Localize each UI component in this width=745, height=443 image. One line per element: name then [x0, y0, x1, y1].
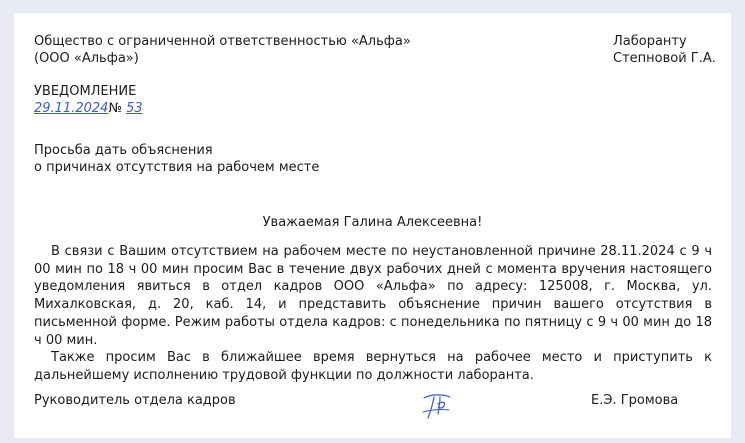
addressee-position: Лаборанту: [613, 34, 687, 49]
organization-full-name: Общество с ограниченной ответственностью «Альфа»: [34, 34, 411, 49]
body-paragraph-2: Также просим Вас в ближайшее время вернуться на рабочее место и приступить к дальнейшему исполнению трудовой функции по должности лаборанта.: [34, 350, 712, 383]
signatory-name: Е.Э. Громова: [591, 393, 679, 408]
notice-body: [34, 243, 712, 385]
subject-line-1: Просьба дать объяснения: [34, 143, 213, 158]
addressee-name: Степновой Г.А.: [613, 51, 716, 66]
document-page: [14, 13, 731, 438]
organization-short-name: (ООО «Альфа»): [34, 51, 139, 66]
salutation: Уважаемая Галина Алексеевна!: [262, 215, 483, 230]
document-number: 53: [126, 101, 143, 116]
document-type: УВЕДОМЛЕНИЕ: [34, 84, 137, 99]
document-date-number: [34, 100, 143, 117]
body-paragraph-1: В связи с Вашим отсутствием на рабочем месте по неустановленной причине 28.11.2024 с 9 ч 00 мин по 18 ч 00 мин просим Вас в течение двух рабочих дней с момента вручения настоящего уведомления явиться в отдел кадров ООО «Альфа» по адресу: 125008, г. Москва, ул. Михалковская, д. 20, каб. 14, и представить объяснение причин вашего отсутствия в письменной форме. Режим работы отдела кадров: с понедельника по пятницу с 9 ч 00 мин до 18 ч 00 мин.: [34, 244, 712, 348]
signatory-position: Руководитель отдела кадров: [34, 393, 236, 408]
subject-line-2: о причинах отсутствия на рабочем месте: [34, 160, 320, 175]
document-date: 29.11.2024: [34, 101, 109, 116]
signature-icon: [419, 392, 453, 420]
number-sign: №: [108, 101, 122, 116]
